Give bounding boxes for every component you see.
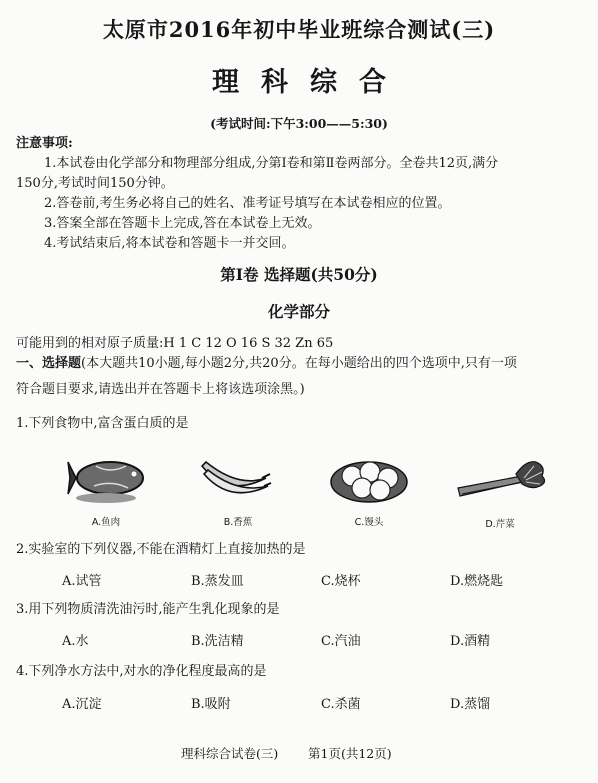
question-1-stem: 1.下列食物中,富含蛋白质的是: [16, 416, 189, 431]
option-A: A.水: [62, 634, 89, 649]
option-B-caption: B.香蕉: [223, 517, 253, 528]
question-3-stem: 3.用下列物质清洗油污时,能产生乳化现象的是: [16, 602, 280, 617]
notice-item: 3.答案全部在答题卡上完成,答在本试卷上无效。: [44, 216, 321, 231]
exam-time: (考试时间:下午3:00——5:30): [210, 116, 388, 131]
option-B: B.蒸发皿: [191, 574, 244, 589]
footer-page: 第1页(共12页): [308, 746, 392, 761]
option-A: A.沉淀: [62, 697, 102, 712]
notice-heading: 注意事项:: [16, 136, 73, 151]
instructions-line-2: 符合题目要求,请选出并在答题卡上将该选项涂黑。): [16, 382, 305, 397]
footer-left: 理科综合试卷(三): [181, 746, 279, 761]
fish-icon: [66, 450, 146, 506]
notice-item: 2.答卷前,考生务必将自己的姓名、准考证号填写在本试卷相应的位置。: [44, 196, 451, 211]
option-D-caption: D.芹菜: [485, 519, 515, 530]
subject-title: 理科综合: [212, 67, 408, 98]
section-title: 第Ⅰ卷 选择题(共50分): [220, 265, 378, 284]
banana-icon: [198, 458, 272, 502]
notice-item: 4.考试结束后,将本试卷和答题卡一并交回。: [44, 236, 295, 251]
option-B: B.洗洁精: [191, 634, 244, 649]
option-C: C.汽油: [321, 634, 361, 649]
notice-item: 1.本试卷由化学部分和物理部分组成,分第Ⅰ卷和第Ⅱ卷两部分。全卷共12页,满分: [44, 156, 499, 171]
option-C: C.烧杯: [321, 574, 361, 589]
option-D: D.燃烧匙: [450, 574, 504, 589]
option-C-caption: C.馒头: [354, 517, 384, 528]
option-B: B.吸附: [191, 697, 231, 712]
part-title: 化学部分: [267, 302, 330, 321]
exam-title: 太原市2016年初中毕业班综合测试(三): [102, 17, 496, 42]
option-C: C.杀菌: [321, 697, 361, 712]
atomic-mass-line: 可能用到的相对原子质量:H 1 C 12 O 16 S 32 Zn 65: [16, 336, 334, 351]
celery-icon: [456, 456, 548, 506]
instructions-line-1: 一、选择题(本大题共10小题,每小题2分,共20分。在每小题给出的四个选项中,只有一项: [16, 356, 517, 371]
notice-item: 150分,考试时间150分钟。: [16, 176, 174, 191]
option-D: D.蒸馏: [450, 697, 491, 712]
question-2-stem: 2.实验室的下列仪器,不能在酒精灯上直接加热的是: [16, 542, 306, 557]
option-A: A.试管: [62, 574, 102, 589]
question-4-stem: 4.下列净水方法中,对水的净化程度最高的是: [16, 664, 267, 679]
option-A-caption: A.鱼肉: [91, 517, 121, 528]
steamed-bun-icon: [328, 452, 410, 506]
option-D: D.酒精: [450, 634, 491, 649]
